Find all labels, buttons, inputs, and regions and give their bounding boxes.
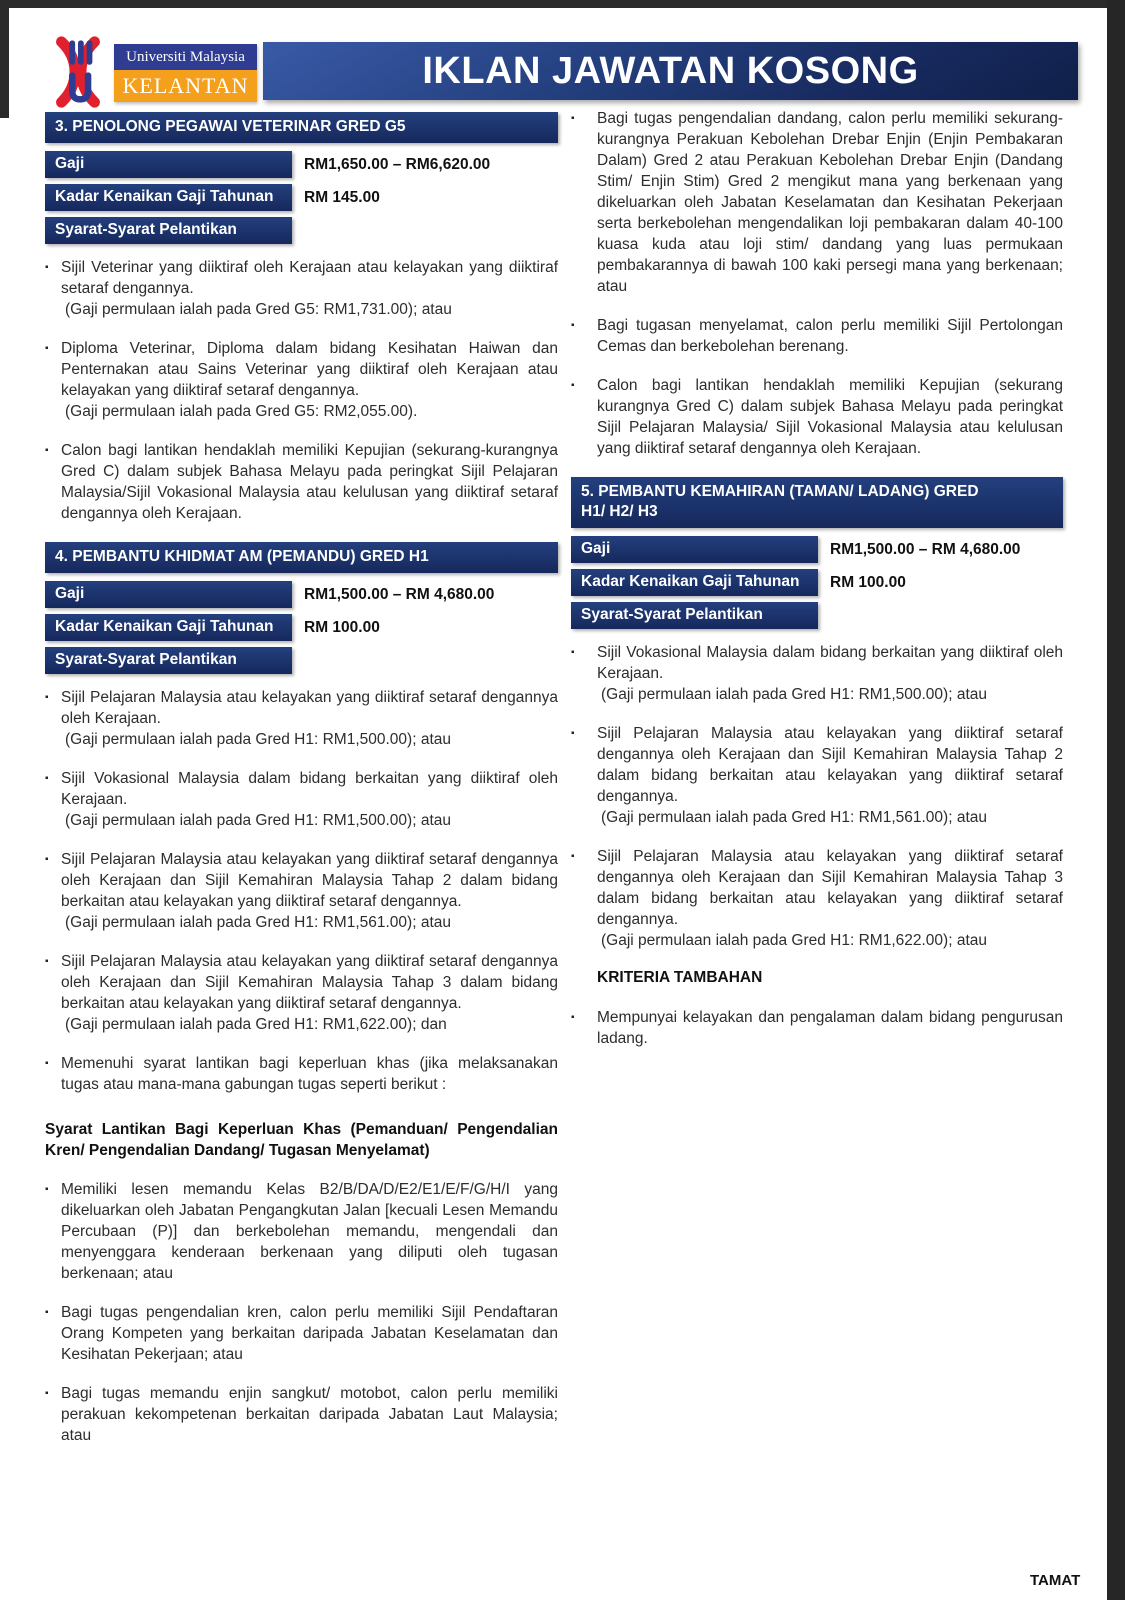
bullet-text: Diploma Veterinar, Diploma dalam bidang Kesihatan Haiwan dan Penternakan atau Sains Veterinar yang diiktiraf oleh Kerajaan atau kelayakan yang diiktiraf setaraf dengannya. — [61, 340, 558, 399]
bullet-icon: ▪ — [45, 1184, 49, 1195]
bullet-text: Sijil Pelajaran Malaysia atau kelayakan yang diiktiraf setaraf dengannya oleh Kerajaan dan Sijil Kemahiran Malaysia Tahap 2 dalam bidang berkaitan atau kelayakan yang diiktiraf setaraf dengannya. — [61, 851, 558, 910]
list-item — [45, 1302, 558, 1365]
bullet-icon: ▪ — [45, 445, 49, 456]
section5-syarat-row — [571, 602, 1063, 629]
list-item — [571, 1007, 1063, 1049]
bullet-icon: ▪ — [45, 854, 49, 865]
list-item — [45, 1179, 558, 1284]
bullet-icon: ▪ — [571, 320, 575, 331]
bullet-icon: ▪ — [45, 956, 49, 967]
section5-bullets — [571, 642, 1063, 951]
bullet-text: Sijil Vokasional Malaysia dalam bidang berkaitan yang diiktiraf oleh Kerajaan. — [597, 644, 1063, 682]
gaji-label: Gaji — [45, 581, 292, 608]
section3-title: 3. PENOLONG PEGAWAI VETERINAR GRED G5 — [45, 112, 558, 143]
bullet-text: Bagi tugasan menyelamat, calon perlu memiliki Sijil Pertolongan Cemas dan berkebolehan berenang. — [597, 317, 1063, 355]
tamat-label: TAMAT — [1030, 1572, 1081, 1589]
bullet-text: Calon bagi lantikan hendaklah memiliki Kepujian (sekurang-kurangnya Gred C) dalam subjek Bahasa Melayu pada peringkat Sijil Pelajaran Malaysia/Sijil Vokasional Malaysia atau kelulusan yang diiktiraf setaraf dengannya oleh Kerajaan. — [61, 442, 558, 522]
left-column — [45, 112, 558, 1464]
kriteria-bullets — [571, 1007, 1063, 1049]
list-item — [45, 440, 558, 524]
gaji-label: Gaji — [45, 151, 292, 178]
bullet-note: (Gaji permulaan ialah pada Gred H1: RM1,622.00); dan — [65, 1016, 447, 1033]
bullet-text: Bagi tugas memandu enjin sangkut/ motobot, calon perlu memiliki perakuan kekompetenan berkaitan daripada Jabatan Laut Malaysia; atau — [61, 1385, 558, 1444]
list-item — [45, 338, 558, 422]
list-item — [45, 951, 558, 1035]
bullet-icon: ▪ — [45, 343, 49, 354]
bullet-note: (Gaji permulaan ialah pada Gred H1: RM1,500.00); atau — [65, 731, 451, 748]
list-item — [45, 1053, 558, 1095]
kadar-value: RM 100.00 — [304, 619, 380, 636]
syarat-label: Syarat-Syarat Pelantikan — [571, 602, 818, 629]
banner-title: IKLAN JAWATAN KOSONG — [422, 49, 919, 92]
section3-kadar-row — [45, 184, 558, 211]
right-column — [571, 108, 1063, 1067]
bullet-note: (Gaji permulaan ialah pada Gred H1: RM1,500.00); atau — [601, 686, 987, 703]
gaji-value: RM1,650.00 – RM6,620.00 — [304, 156, 491, 173]
section4-bullets — [45, 687, 558, 1095]
bullet-note: (Gaji permulaan ialah pada Gred H1: RM1,622.00); atau — [601, 932, 987, 949]
section4-gaji-row — [45, 581, 558, 608]
bullet-text: Sijil Pelajaran Malaysia atau kelayakan yang diiktiraf setaraf dengannya oleh Kerajaan dan Sijil Kemahiran Malaysia Tahap 2 dalam bidang berkaitan atau kelayakan yang diiktiraf setaraf dengannya. — [597, 725, 1063, 805]
bullet-note: (Gaji permulaan ialah pada Gred H1: RM1,500.00); atau — [65, 812, 451, 829]
bullet-text: Memiliki lesen memandu Kelas B2/B/DA/D/E2/E1/E/F/G/H/I yang dikeluarkan oleh Jabatan Pengangkutan Jalan [kecuali Lesen Memandu Percubaan (P)] dan berkebolehan memandu, mengendali dan menyenggara kenderaan berkenaan yang diliputi oleh tugasan berkenaan; atau — [61, 1181, 558, 1282]
bullet-icon: ▪ — [571, 851, 575, 862]
university-logo — [114, 44, 257, 102]
bullet-text: Memenuhi syarat lantikan bagi keperluan khas (jika melaksanakan tugas atau mana-mana gabungan tugas seperti berikut : — [61, 1055, 558, 1093]
bullet-text: Sijil Pelajaran Malaysia atau kelayakan yang diiktiraf setaraf dengannya oleh Kerajaan. — [61, 689, 558, 727]
section5-gaji-row — [571, 536, 1063, 563]
bullet-icon: ▪ — [571, 380, 575, 391]
bullet-note: (Gaji permulaan ialah pada Gred H1: RM1,561.00); atau — [65, 914, 451, 931]
list-item — [45, 768, 558, 831]
section3-gaji-row — [45, 151, 558, 178]
list-item — [571, 315, 1063, 357]
logo-state-name: KELANTAN — [114, 70, 257, 102]
gaji-label: Gaji — [571, 536, 818, 563]
list-item — [571, 108, 1063, 297]
bullet-text: Bagi tugas pengendalian kren, calon perlu memiliki Sijil Pendaftaran Orang Kompeten yang berkaitan daripada Jabatan Keselamatan dan Kesihatan Pekerjaan; atau — [61, 1304, 558, 1363]
scan-edge-left — [0, 0, 9, 118]
bullet-icon: ▪ — [571, 728, 575, 739]
bullet-text: Bagi tugas pengendalian dandang, calon perlu memiliki sekurang-kurangnya Perakuan Kebolehan Drebar Enjin (Enjin Pembakaran Dalam) Gred 2 atau Perakuan Kebolehan Drebar Enjin (Dandang Stim/ Enjin Stim) Gred 2 mengikut mana yang berkenaan yang dikeluarkan oleh Jabatan Keselamatan dan Kesihatan Pekerjaan serta berkebolehan mengendalikan loji pembakaran dalam 40-100 kuasa kuda atau loji stim/ dandang yang luas permukaan pembakarannya di bawah 100 kaki persegi mana yang berkenaan; atau — [597, 110, 1063, 295]
bullet-note: (Gaji permulaan ialah pada Gred G5: RM1,731.00); atau — [65, 301, 452, 318]
gaji-value: RM1,500.00 – RM 4,680.00 — [830, 541, 1021, 558]
bullet-icon: ▪ — [45, 1058, 49, 1069]
bullet-icon: ▪ — [45, 262, 49, 273]
gaji-value: RM1,500.00 – RM 4,680.00 — [304, 586, 495, 603]
section4-syarat-row — [45, 647, 558, 674]
section3-syarat-row — [45, 217, 558, 244]
kadar-label: Kadar Kenaikan Gaji Tahunan — [571, 569, 818, 596]
scan-edge-top — [0, 0, 1107, 8]
kadar-label: Kadar Kenaikan Gaji Tahunan — [45, 184, 292, 211]
list-item — [45, 687, 558, 750]
list-item — [45, 257, 558, 320]
umk-logo-icon — [42, 36, 114, 108]
bullet-text: Sijil Veterinar yang diiktiraf oleh Kerajaan atau kelayakan yang diiktiraf setaraf dengannya. — [61, 259, 558, 297]
syarat-label: Syarat-Syarat Pelantikan — [45, 647, 292, 674]
bullet-text: Sijil Pelajaran Malaysia atau kelayakan yang diiktiraf setaraf dengannya oleh Kerajaan dan Sijil Kemahiran Malaysia Tahap 3 dalam bidang berkaitan atau kelayakan yang diiktiraf setaraf dengannya. — [61, 953, 558, 1012]
logo-university-name: Universiti Malaysia — [114, 44, 257, 70]
bullet-note: (Gaji permulaan ialah pada Gred H1: RM1,561.00); atau — [601, 809, 987, 826]
banner — [263, 42, 1078, 100]
bullet-icon: ▪ — [571, 113, 575, 124]
kadar-value: RM 100.00 — [830, 574, 906, 591]
bullet-text: Sijil Vokasional Malaysia dalam bidang berkaitan yang diiktiraf oleh Kerajaan. — [61, 770, 558, 808]
section5-title: 5. PEMBANTU KEMAHIRAN (TAMAN/ LADANG) GRED H1/ H2/ H3 — [571, 477, 1063, 528]
list-item — [571, 642, 1063, 705]
special-requirements-heading: Syarat Lantikan Bagi Keperluan Khas (Pemanduan/ Pengendalian Kren/ Pengendalian Dandang/ Tugasan Menyelamat) — [45, 1121, 558, 1159]
kadar-value: RM 145.00 — [304, 189, 380, 206]
bullet-icon: ▪ — [45, 1307, 49, 1318]
list-item — [45, 849, 558, 933]
bullet-icon: ▪ — [45, 1388, 49, 1399]
list-item — [571, 723, 1063, 828]
scan-edge-right — [1107, 0, 1125, 1600]
special-bullets-continued — [571, 108, 1063, 459]
special-bullets — [45, 1179, 558, 1446]
section4-kadar-row — [45, 614, 558, 641]
kadar-label: Kadar Kenaikan Gaji Tahunan — [45, 614, 292, 641]
bullet-text: Mempunyai kelayakan dan pengalaman dalam bidang pengurusan ladang. — [597, 1009, 1063, 1047]
bullet-note: (Gaji permulaan ialah pada Gred G5: RM2,055.00). — [65, 403, 418, 420]
kriteria-tambahan-heading: KRITERIA TAMBAHAN — [597, 969, 763, 986]
bullet-icon: ▪ — [571, 1012, 575, 1023]
section4-title: 4. PEMBANTU KHIDMAT AM (PEMANDU) GRED H1 — [45, 542, 558, 573]
bullet-icon: ▪ — [45, 692, 49, 703]
bullet-icon: ▪ — [571, 647, 575, 658]
list-item — [571, 846, 1063, 951]
list-item — [45, 1383, 558, 1446]
list-item — [571, 375, 1063, 459]
bullet-text: Sijil Pelajaran Malaysia atau kelayakan yang diiktiraf setaraf dengannya oleh Kerajaan dan Sijil Kemahiran Malaysia Tahap 3 dalam bidang berkaitan atau kelayakan yang diiktiraf setaraf dengannya. — [597, 848, 1063, 928]
syarat-label: Syarat-Syarat Pelantikan — [45, 217, 292, 244]
section3-bullets — [45, 257, 558, 524]
bullet-icon: ▪ — [45, 773, 49, 784]
section5-kadar-row — [571, 569, 1063, 596]
bullet-text: Calon bagi lantikan hendaklah memiliki Kepujian (sekurang kurangnya Gred C) dalam subjek Bahasa Melayu pada peringkat Sijil Pelajaran Malaysia/ Sijil Vokasional Malaysia atau kelulusan yang diiktiraf setaraf dengannya oleh Kerajaan. — [597, 377, 1063, 457]
